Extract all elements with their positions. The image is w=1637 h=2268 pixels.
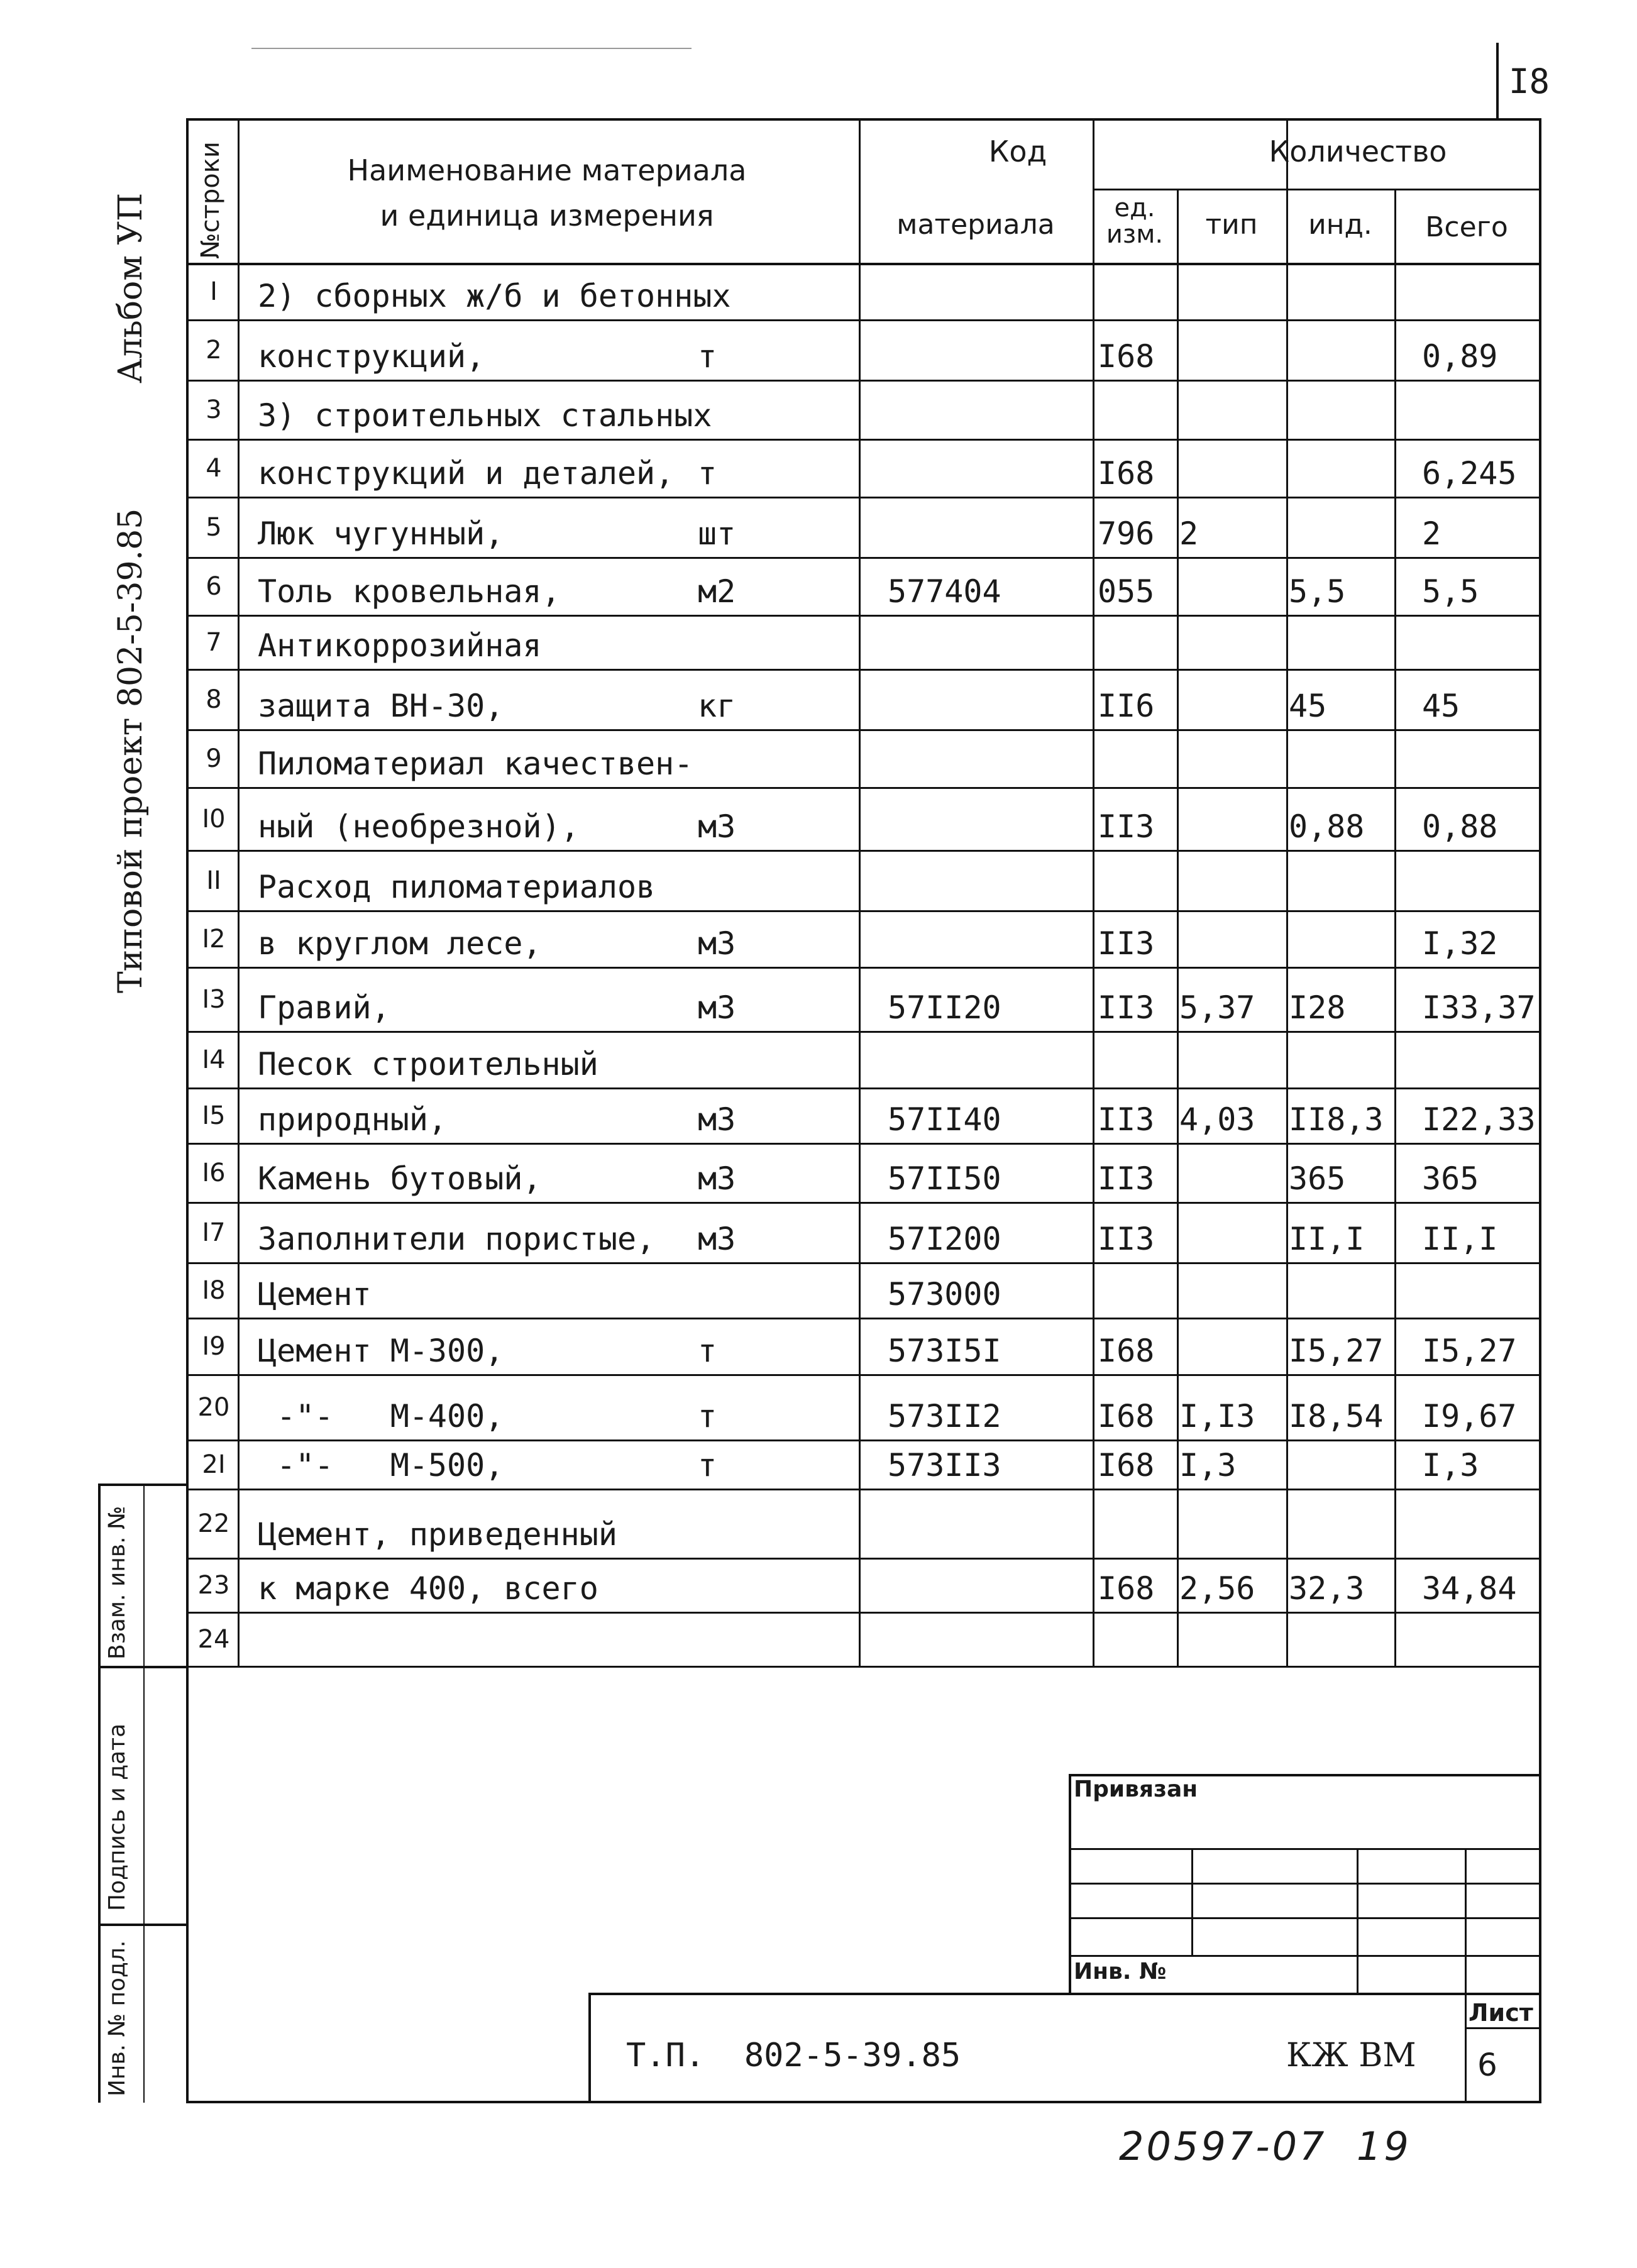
unit-code: II3 xyxy=(1098,989,1155,1026)
qty-total: I,32 xyxy=(1422,925,1498,962)
material-unit: м3 xyxy=(698,925,736,962)
header-row-no: №строки xyxy=(196,141,225,259)
page-number: I8 xyxy=(1509,62,1550,101)
material-unit: шт xyxy=(698,515,736,552)
material-name: Люк чугунный, xyxy=(258,515,504,552)
material-name: ный (необрезной), xyxy=(258,808,580,845)
inv-no-label: Инв. № xyxy=(1074,1959,1167,1985)
row-number: I5 xyxy=(202,1101,226,1130)
row-line xyxy=(186,1202,1539,1204)
material-unit: т xyxy=(698,338,717,375)
material-name: Цемент, приведенный xyxy=(258,1516,617,1553)
page-number-divider xyxy=(1496,43,1499,118)
qty-ind: 5,5 xyxy=(1289,573,1346,610)
material-unit: т xyxy=(698,1398,717,1434)
row-number: 2I xyxy=(202,1450,226,1479)
row-line xyxy=(186,497,1539,498)
qty-total: I,3 xyxy=(1422,1447,1479,1484)
qty-ind: I28 xyxy=(1289,989,1346,1026)
row-line xyxy=(186,1489,1539,1490)
row-number: 8 xyxy=(206,685,222,714)
row-number: I4 xyxy=(202,1045,226,1074)
bottom-frame-left xyxy=(186,1660,189,2103)
row-line xyxy=(186,729,1539,731)
material-name: Гравий, xyxy=(258,989,390,1026)
row-number: I0 xyxy=(202,805,226,834)
project-label: Типовой проект 802-5-39.85 xyxy=(112,508,150,993)
unit-code: II3 xyxy=(1098,925,1155,962)
header-subline xyxy=(1093,189,1539,190)
row-line xyxy=(186,787,1539,789)
qty-ind: II8,3 xyxy=(1289,1101,1384,1138)
column-line xyxy=(1286,118,1288,1666)
material-name: природный, xyxy=(258,1101,448,1138)
row-line xyxy=(186,1143,1539,1145)
column-line xyxy=(1093,118,1094,1666)
stamp-inner-line xyxy=(143,1484,145,2103)
top-left-faint-line xyxy=(251,48,692,49)
row-line xyxy=(186,850,1539,852)
row-line xyxy=(186,1612,1539,1614)
row-number: 22 xyxy=(197,1509,230,1538)
qty-type: I,I3 xyxy=(1179,1398,1255,1434)
row-number: 4 xyxy=(206,454,222,483)
unit-code: I68 xyxy=(1098,1570,1155,1607)
row-number: I6 xyxy=(202,1159,226,1187)
title-grid-line xyxy=(1069,1883,1540,1885)
unit-code: 055 xyxy=(1098,573,1155,610)
material-code: 57II50 xyxy=(888,1160,1001,1197)
row-number: I3 xyxy=(202,985,226,1014)
material-code: 577404 xyxy=(888,573,1001,610)
material-unit: т xyxy=(698,1333,717,1369)
bottom-frame-bottom xyxy=(186,2101,1541,2103)
qty-ind: II,I xyxy=(1289,1221,1365,1257)
material-code: 57II20 xyxy=(888,989,1001,1026)
material-name: Толь кровельная, xyxy=(258,573,561,610)
material-code: 573II2 xyxy=(888,1398,1001,1434)
sheet-number: 6 xyxy=(1477,2047,1497,2083)
material-code: 57I200 xyxy=(888,1221,1001,1257)
material-unit: м3 xyxy=(698,1160,736,1197)
qty-ind: 0,88 xyxy=(1289,808,1365,845)
row-number: 6 xyxy=(206,572,222,601)
drawing-mark: КЖ ВМ xyxy=(1286,2037,1416,2074)
qty-ind: 32,3 xyxy=(1289,1570,1365,1607)
title-grid-vline xyxy=(1357,1848,1359,1994)
material-unit: т xyxy=(698,1447,717,1484)
row-number: II xyxy=(206,866,221,895)
material-unit: м3 xyxy=(698,1221,736,1257)
sheet-label: Лист xyxy=(1469,1999,1533,2027)
material-unit: м3 xyxy=(698,1101,736,1138)
row-line xyxy=(186,1374,1539,1376)
header-material: материала xyxy=(896,209,1055,241)
qty-ind: I5,27 xyxy=(1289,1333,1384,1369)
qty-type: 2 xyxy=(1179,515,1199,552)
row-line xyxy=(186,1440,1539,1441)
row-number: I xyxy=(210,277,218,306)
header-unit-line2: изм. xyxy=(1106,220,1164,249)
title-grid-line xyxy=(1069,1917,1540,1919)
row-number: 24 xyxy=(197,1625,230,1654)
qty-total: I22,33 xyxy=(1422,1101,1536,1138)
material-name: Пиломатериал качествен- xyxy=(258,746,693,782)
row-number: 7 xyxy=(206,628,222,657)
qty-total: I5,27 xyxy=(1422,1333,1517,1369)
material-unit: кг xyxy=(698,688,736,724)
qty-ind: 45 xyxy=(1289,688,1327,724)
table-border-right xyxy=(1539,118,1541,1666)
material-name: -"- М-400, xyxy=(258,1398,504,1434)
title-grid-vline xyxy=(1191,1848,1193,1955)
qty-total: 6,245 xyxy=(1422,455,1517,492)
row-number: I8 xyxy=(202,1276,226,1305)
header-total: Всего xyxy=(1425,211,1508,243)
stamp-replace-inv: Взам. инв. № xyxy=(104,1506,130,1660)
material-code: 573II3 xyxy=(888,1447,1001,1484)
unit-code: II6 xyxy=(1098,688,1155,724)
material-name: защита ВН-30, xyxy=(258,688,504,724)
row-line xyxy=(186,557,1539,559)
qty-total: 45 xyxy=(1422,688,1460,724)
header-ind: инд. xyxy=(1308,209,1372,241)
material-name: Расход пиломатериалов xyxy=(258,869,656,905)
material-name: в круглом лесе, xyxy=(258,925,542,962)
material-name: конструкций, xyxy=(258,338,485,375)
row-line xyxy=(186,380,1539,382)
sheet-box-top xyxy=(1465,2027,1540,2029)
qty-type: 2,56 xyxy=(1179,1570,1255,1607)
material-name: Цемент М-300, xyxy=(258,1333,504,1369)
column-line xyxy=(1394,189,1396,1666)
material-unit: м3 xyxy=(698,808,736,845)
qty-total: I9,67 xyxy=(1422,1398,1517,1434)
header-unit-line1: ед. xyxy=(1114,194,1155,223)
table-border-top xyxy=(186,118,1539,121)
unit-code: I68 xyxy=(1098,455,1155,492)
qty-total: 365 xyxy=(1422,1160,1479,1197)
qty-type: 4,03 xyxy=(1179,1101,1255,1138)
qty-total: 2 xyxy=(1422,515,1441,552)
row-line xyxy=(186,1558,1539,1560)
row-number: 20 xyxy=(197,1393,230,1422)
row-line xyxy=(186,1262,1539,1264)
header-type: тип xyxy=(1205,209,1258,241)
header-bottom xyxy=(186,263,1539,265)
header-name-line1: Наименование материала xyxy=(347,153,747,187)
qty-ind: 365 xyxy=(1289,1160,1346,1197)
unit-code: I68 xyxy=(1098,1447,1155,1484)
row-number: I2 xyxy=(202,925,226,954)
row-line xyxy=(186,669,1539,671)
qty-type: I,3 xyxy=(1179,1447,1237,1484)
row-line xyxy=(186,910,1539,912)
material-name: Заполнители пористые, xyxy=(258,1221,656,1257)
material-name: 3) строительных стальных xyxy=(258,397,712,434)
material-name: Песок строительный xyxy=(258,1046,598,1082)
row-number: 9 xyxy=(206,744,222,773)
material-unit: т xyxy=(698,455,717,492)
qty-type: 5,37 xyxy=(1179,989,1255,1026)
header-code: Код xyxy=(988,135,1047,168)
material-code: 573I5I xyxy=(888,1333,1001,1369)
qty-total: 5,5 xyxy=(1422,573,1479,610)
unit-code: 796 xyxy=(1098,515,1155,552)
unit-code: I68 xyxy=(1098,338,1155,375)
unit-code: II3 xyxy=(1098,1160,1155,1197)
row-line xyxy=(186,967,1539,969)
material-unit: м3 xyxy=(698,989,736,1026)
material-name: Камень бутовый, xyxy=(258,1160,542,1197)
row-number: I7 xyxy=(202,1218,226,1247)
material-name: Антикоррозийная xyxy=(258,627,542,664)
material-name: 2) сборных ж/б и бетонных xyxy=(258,278,731,314)
unit-code: I68 xyxy=(1098,1398,1155,1434)
qty-total: 0,89 xyxy=(1422,338,1498,375)
header-name-line2: и единица измерения xyxy=(380,199,714,233)
title-grid-line xyxy=(1069,1955,1540,1957)
stamp-inv-orig: Инв. № подл. xyxy=(104,1940,130,2096)
row-number: 23 xyxy=(197,1571,230,1600)
material-code: 57II40 xyxy=(888,1101,1001,1138)
handwritten-number: 20597-07 19 xyxy=(1119,2123,1411,2169)
material-name: Цемент xyxy=(258,1276,372,1313)
material-name: -"- М-500, xyxy=(258,1447,504,1484)
qty-total: 0,88 xyxy=(1422,808,1498,845)
bound-label: Привязан xyxy=(1074,1776,1198,1802)
row-line xyxy=(186,1031,1539,1033)
stamp-box-left xyxy=(588,1993,591,2103)
qty-ind: I8,54 xyxy=(1289,1398,1384,1434)
doc-code: Т.П. 802-5-39.85 xyxy=(626,2037,961,2074)
header-quantity: Количество xyxy=(1269,135,1447,168)
qty-total: 34,84 xyxy=(1422,1570,1517,1607)
title-grid-vline xyxy=(1465,1848,1467,2101)
bottom-frame-right xyxy=(1539,1660,1541,2103)
row-number: 2 xyxy=(206,336,222,365)
row-number: 3 xyxy=(206,395,222,424)
row-number: I9 xyxy=(202,1332,226,1361)
row-line xyxy=(186,1666,1539,1668)
stamp-box-top xyxy=(588,1993,1541,1995)
row-number: 5 xyxy=(206,513,222,542)
qty-total: II,I xyxy=(1422,1221,1498,1257)
material-code: 573000 xyxy=(888,1276,1001,1313)
row-line xyxy=(186,615,1539,617)
column-line xyxy=(859,118,861,1666)
column-line xyxy=(1177,189,1179,1666)
material-unit: м2 xyxy=(698,573,736,610)
row-line xyxy=(186,1087,1539,1089)
stamp-sign-date: Подпись и дата xyxy=(104,1723,130,1911)
row-line xyxy=(186,439,1539,441)
unit-code: II3 xyxy=(1098,1221,1155,1257)
row-line xyxy=(186,1318,1539,1319)
unit-code: I68 xyxy=(1098,1333,1155,1369)
title-grid-line xyxy=(1069,1848,1540,1850)
material-name: к марке 400, всего xyxy=(258,1570,598,1607)
stamp-left-border xyxy=(98,1484,101,2103)
unit-code: II3 xyxy=(1098,808,1155,845)
album-label: Альбом УП xyxy=(112,192,150,383)
material-name: конструкций и деталей, xyxy=(258,455,675,492)
unit-code: II3 xyxy=(1098,1101,1155,1138)
row-line xyxy=(186,319,1539,321)
qty-total: I33,37 xyxy=(1422,989,1536,1026)
